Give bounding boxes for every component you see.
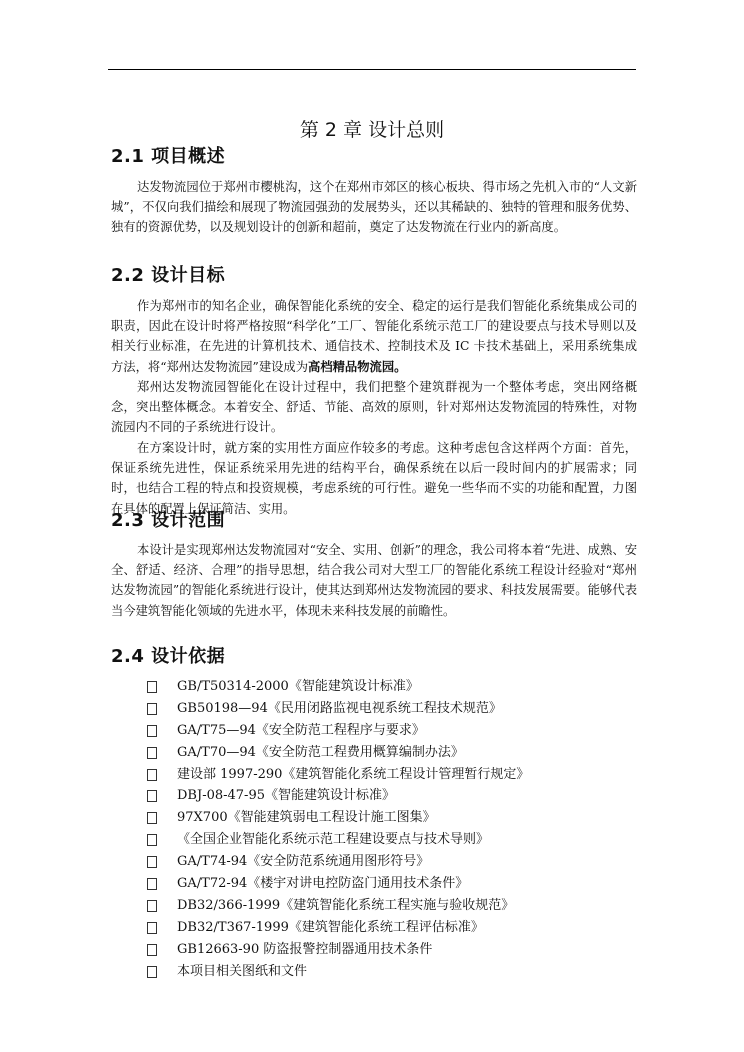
- bullet-icon: [147, 681, 157, 693]
- section-heading-goals: 2.2 设计目标: [111, 265, 226, 286]
- bullet-icon: [147, 944, 157, 956]
- section-heading-basis: 2.4 设计依据: [111, 646, 226, 667]
- paragraph-goals-1-text: 作为郑州市的知名企业，确保智能化系统的安全、稳定的运行是我们智能化系统集成公司的职责，因此在设计时将严格按照“科学化”工厂、智能化系统示范工厂的建设要点与技术导则以及相关行业标准，在先进的计算机技术、通信技术、控制技术及 IC 卡技术基础上，采用系统集成方法，将“郑州达发物流园”建设成为: [111, 299, 637, 374]
- reference-list: [144, 676, 529, 982]
- list-item: 97X700《智能建筑弱电工程设计施工图集》: [144, 807, 529, 829]
- list-item: 本项目相关图纸和文件: [144, 961, 529, 983]
- paragraph-goals-2: 郑州达发物流园智能化在设计过程中，我们把整个建筑群视为一个整体考虑，突出网络概念，突出整体概念。本着安全、舒适、节能、高效的原则，针对郑州达发物流园的特殊性，对物流园内不同的子系统进行设计。: [111, 380, 637, 435]
- chapter-title: 第 2 章 设计总则: [299, 118, 445, 141]
- list-item: GA/T72-94《楼宇对讲电控防盗门通用技术条件》: [144, 873, 529, 895]
- bullet-icon: [147, 790, 157, 802]
- list-item: 《全国企业智能化系统示范工程建设要点与技术导则》: [144, 829, 529, 851]
- list-item: GB/T50314-2000《智能建筑设计标准》: [144, 676, 529, 698]
- paragraph-overview: 达发物流园位于郑州市樱桃沟，这个在郑州市郊区的核心板块、得市场之先机入市的“人文新城”，不仅向我们描绘和展现了物流园强劲的发展势头，还以其稀缺的、独特的管理和服务优势、独有的资源优势，以及规划设计的创新和超前，奠定了达发物流在行业内的新高度。: [111, 180, 637, 235]
- bullet-icon: [147, 725, 157, 737]
- section-heading-scope: 2.3 设计范围: [111, 510, 226, 531]
- highlight-text: 高档精品物流园。: [308, 358, 407, 374]
- bullet-icon: [147, 769, 157, 781]
- list-item: DBJ-08-47-95《智能建筑设计标准》: [144, 785, 529, 807]
- bullet-icon: [147, 703, 157, 715]
- bullet-icon: [147, 900, 157, 912]
- bullet-icon: [147, 966, 157, 978]
- list-item: GA/T75—94《安全防范工程程序与要求》: [144, 720, 529, 742]
- list-item: DB32/366-1999《建筑智能化系统工程实施与验收规范》: [144, 895, 529, 917]
- bullet-icon: [147, 747, 157, 759]
- list-item: GB50198—94《民用闭路监视电视系统工程技术规范》: [144, 698, 529, 720]
- paragraph-scope: 本设计是实现郑州达发物流园对“安全、实用、创新”的理念，我公司将本着“先进、成熟、安全、舒适、经济、合理”的指导思想，结合我公司对大型工厂的智能化系统工程设计经验对“郑州达发物流园”的智能化系统进行设计，使其达到郑州达发物流园的要求、科技发展需要。能够代表当今建筑智能化领域的先进水平，体现未来科技发展的前瞻性。: [111, 543, 637, 618]
- list-item: DB32/T367-1999《建筑智能化系统工程评估标准》: [144, 917, 529, 939]
- list-item: GB12663-90 防盗报警控制器通用技术条件: [144, 939, 529, 961]
- bullet-icon: [147, 834, 157, 846]
- header-rule: [108, 69, 636, 70]
- bullet-icon: [147, 922, 157, 934]
- section-heading-overview: 2.1 项目概述: [111, 146, 226, 167]
- list-item: GA/T74-94《安全防范系统通用图形符号》: [144, 851, 529, 873]
- list-item: 建设部 1997-290《建筑智能化系统工程设计管理暂行规定》: [144, 764, 529, 786]
- bullet-icon: [147, 856, 157, 868]
- bullet-icon: [147, 812, 157, 824]
- bullet-icon: [147, 878, 157, 890]
- paragraph-goals-1: [111, 296, 637, 377]
- paragraph-goals-3: 在方案设计时，就方案的实用性方面应作较多的考虑。这种考虑包含这样两个方面：首先，保证系统先进性，保证系统采用先进的结构平台，确保系统在以后一段时间内的扩展需求；同时，也结合工程的特点和投资规模，考虑系统的可行性。避免一些华而不实的功能和配置，力图在具体的配置上保证简洁、实用。: [111, 441, 637, 516]
- list-item: GA/T70—94《安全防范工程费用概算编制办法》: [144, 742, 529, 764]
